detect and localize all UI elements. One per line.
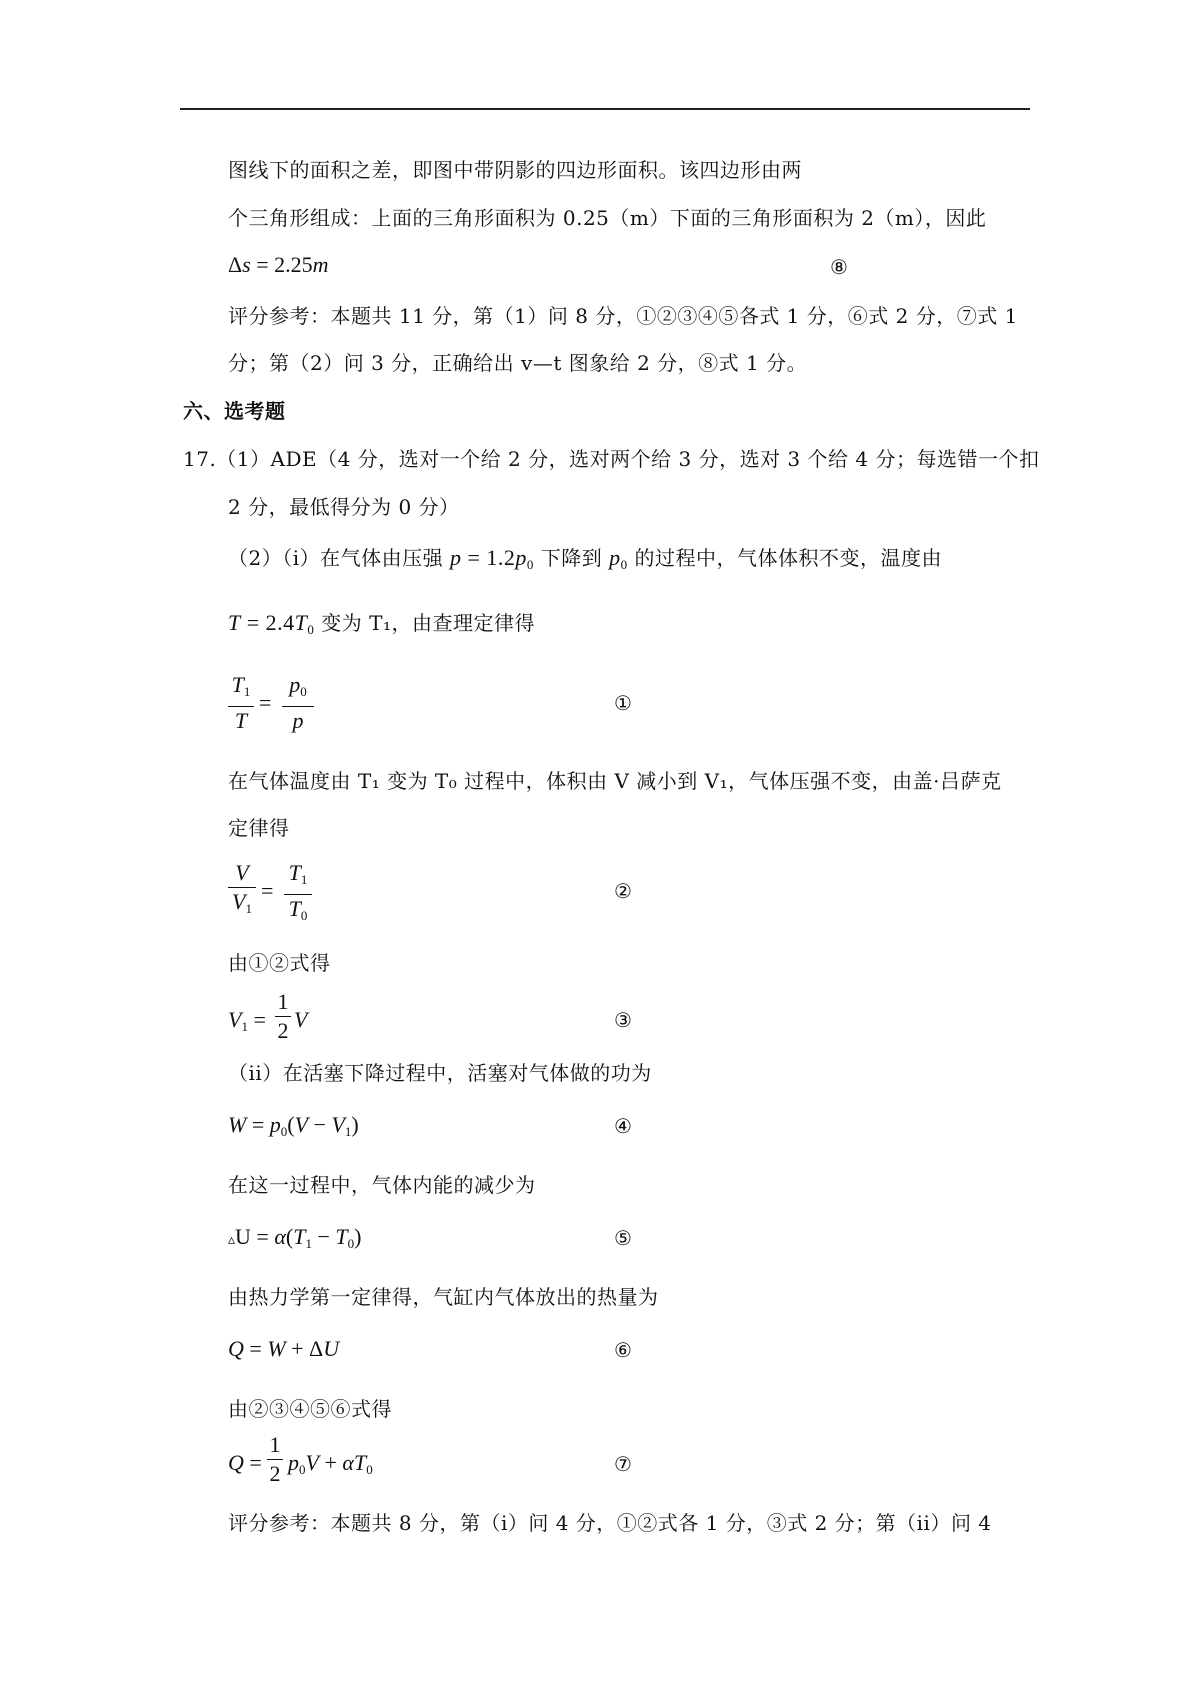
scoring-note: 评分参考：本题共 11 分，第（1）问 8 分，①②③④⑤各式 1 分，⑥式 2 分，⑦式 1 xyxy=(228,304,1018,328)
answer-line: 17.（1）ADE（4 分，选对一个给 2 分，选对两个给 3 分，选对 3 个给 4 分；每选错一个扣 xyxy=(183,447,1040,471)
answer-line: 2 分，最低得分为 0 分） xyxy=(228,495,460,519)
equation-1-left: $T_1$ T xyxy=(228,672,254,734)
answer-line: 由①②式得 xyxy=(228,951,331,975)
equation-5: ▵U = $\alpha(T_1 - T_0)$ xyxy=(228,1224,362,1251)
text-line: 个三角形组成：上面的三角形面积为 0.25（m）下面的三角形面积为 2（m），因此 xyxy=(228,206,987,230)
equation-number: ① xyxy=(614,691,632,715)
equation-number: ③ xyxy=(614,1008,632,1032)
scoring-note: 评分参考：本题共 8 分，第（i）问 4 分，①②式各 1 分，③式 2 分；第（ii）问 4 xyxy=(228,1511,992,1535)
equation-number: ⑥ xyxy=(614,1338,632,1362)
section-heading: 六、选考题 xyxy=(183,399,286,423)
equals-sign: = xyxy=(261,878,274,903)
equation-number: ④ xyxy=(614,1114,632,1138)
equation-7-left: Q = xyxy=(228,1450,262,1475)
answer-line: 由②③④⑤⑥式得 xyxy=(228,1397,392,1421)
equation-8: Δs = 2.25m xyxy=(228,252,329,277)
answer-line: 在这一过程中，气体内能的减少为 xyxy=(228,1173,536,1197)
equation-6: Q = W + ΔU xyxy=(228,1336,340,1361)
answer-line: （ii）在活塞下降过程中，活塞对气体做的功为 xyxy=(228,1061,652,1085)
equation-number: ⑧ xyxy=(830,255,848,279)
equation-4: $W = p_0(V - V_1)$ xyxy=(228,1112,359,1139)
equation-number: ⑦ xyxy=(614,1452,632,1476)
equation-2-left: V $V_1$ xyxy=(228,860,256,922)
equation-number: ⑤ xyxy=(614,1226,632,1250)
scoring-note: 分；第（2）问 3 分，正确给出 v—t 图象给 2 分，⑧式 1 分。 xyxy=(228,351,808,375)
header-rule xyxy=(180,108,1030,110)
answer-line: （2）（i）在气体由压强 $p = 1.2p_0$ 下降到 $p_0$ 的过程中，气体体积不变，温度由 xyxy=(228,545,942,572)
answer-line: 定律得 xyxy=(228,816,290,840)
equals-sign: = xyxy=(259,690,272,715)
equation-1-right: $p_0$ p xyxy=(282,672,314,734)
text-line: 图线下的面积之差，即图中带阴影的四边形面积。该四边形由两 xyxy=(228,158,802,182)
equation-7-right: $p_0V + \alpha T_0$ xyxy=(288,1450,373,1477)
answer-line: $T = 2.4T_0$ 变为 T₁，由查理定律得 xyxy=(228,610,535,637)
equation-7-frac: 1 2 xyxy=(267,1432,283,1487)
answer-line: 由热力学第一定律得，气缸内气体放出的热量为 xyxy=(228,1285,659,1309)
equation-2-right: $T_1$ $T_0$ xyxy=(284,860,312,929)
equation-3-left: $V_1$ = xyxy=(228,1007,266,1034)
equation-3-frac: 1 2 xyxy=(275,989,291,1044)
answer-line: 在气体温度由 T₁ 变为 T₀ 过程中，体积由 V 减小到 V₁，气体压强不变，由盖·吕萨克 xyxy=(228,769,1002,793)
equation-3-right: V xyxy=(294,1007,308,1032)
equation-number: ② xyxy=(614,879,632,903)
